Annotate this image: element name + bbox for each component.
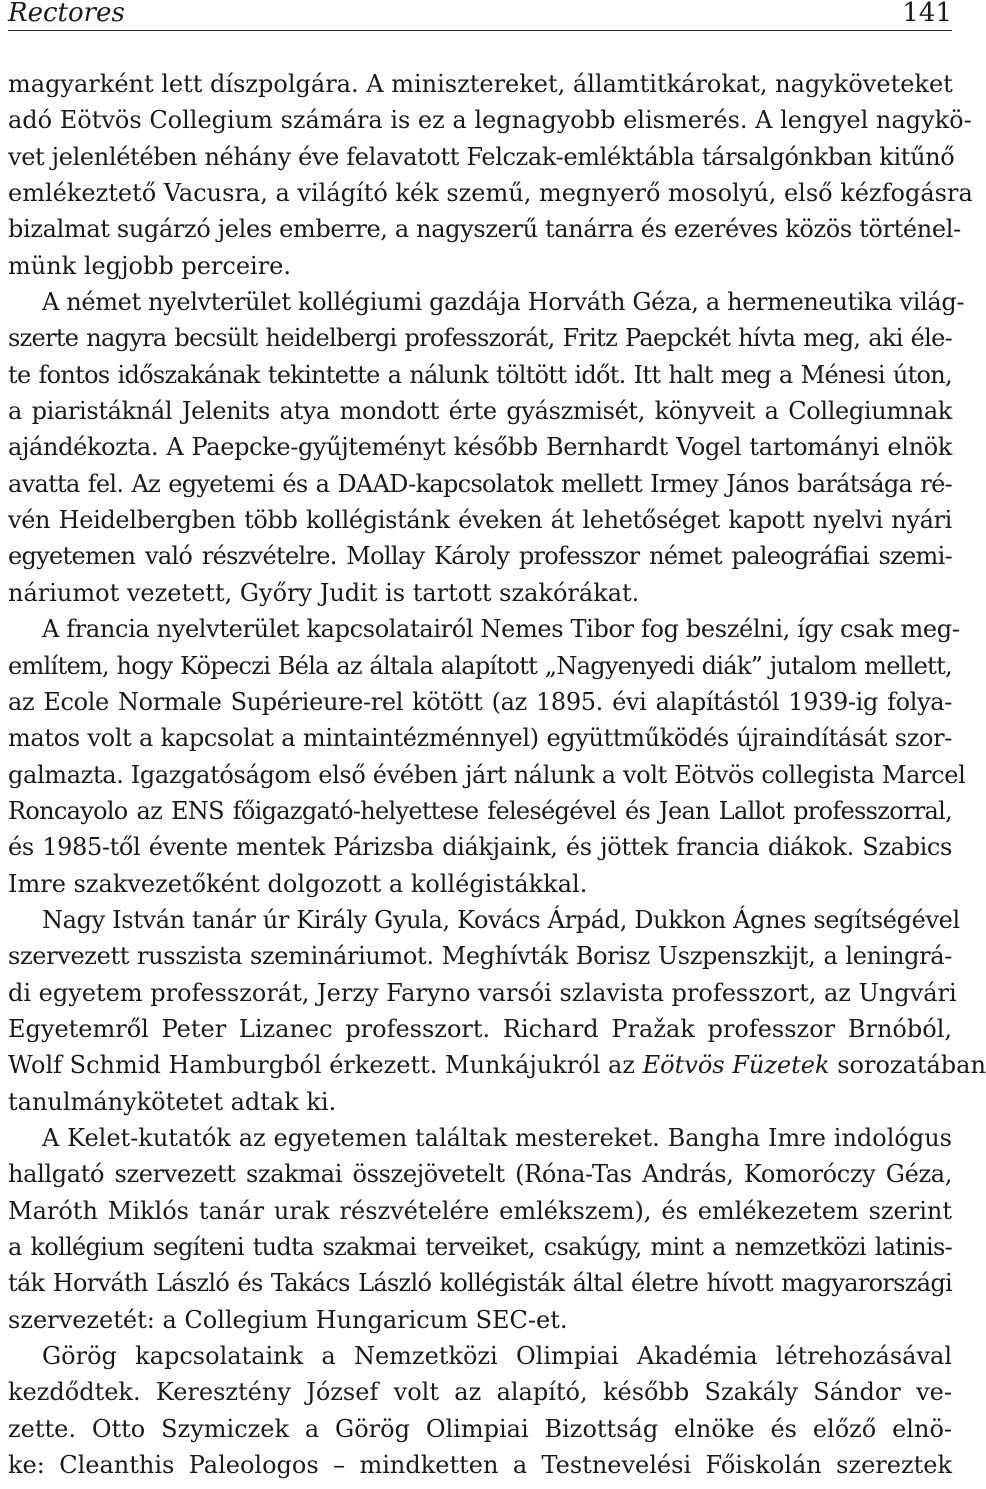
text-line: ták Horváth László és Takács László kollégisták által életre hívott magyarországi xyxy=(8,1269,952,1298)
text-line: A francia nyelvterület kapcsolatairól Nemes Tibor fog beszélni, így csak meg- xyxy=(42,615,960,644)
text-line: ajándékozta. A Paepcke-gyűjteményt később Bernhardt Vogel tartományi elnök xyxy=(8,433,952,462)
text-line: a kollégium segíteni tudta szakmai terveiket, csakúgy, mint a nemzetközi latinis- xyxy=(8,1233,952,1261)
text-line: szervezett russzista szemináriumot. Meghívták Borisz Uszpenszkijt, a leningrá- xyxy=(8,942,952,971)
text-line: A német nyelvterület kollégiumi gazdája Horváth Géza, a hermeneutika világ- xyxy=(42,288,965,317)
text-line xyxy=(8,1047,986,1083)
text-line: Egyetemről Peter Lizanec professzort. Richard Pražak professzor Brnóból, xyxy=(8,1014,952,1043)
text-line: említem, hogy Köpeczi Béla az általa alapított „Nagyenyedi diák” jutalom mellett, xyxy=(8,651,952,680)
text-line: a piaristáknál Jelenits atya mondott érte gyászmisét, könyveit a Collegiumnak xyxy=(8,397,952,426)
text-line: vén Heidelbergben több kollégistánk éveken át lehetőséget kapott nyelvi nyári xyxy=(8,506,952,535)
text-line: Imre szakvezetőként dolgozott a kollégistákkal. xyxy=(8,869,588,898)
text-line: bizalmat sugárzó jeles emberre, a nagyszerű tanárra és ezeréves közös történel- xyxy=(8,215,961,244)
text-line: te fontos időszakának tekintette a nálunk töltött időt. Itt halt meg a Ménesi úton, xyxy=(8,360,952,389)
body-text xyxy=(8,66,986,1483)
page-number: 141 xyxy=(902,0,952,28)
text-line: egyetemen való részvételre. Mollay Károly professzor német paleográfiai szemi- xyxy=(8,542,952,571)
text-line: tanulmánykötetet adtak ki. xyxy=(8,1087,337,1116)
text-line: Roncayolo az ENS főigazgató-helyettese feleségével és Jean Lallot professzorral, xyxy=(8,796,952,825)
text-line: az Ecole Normale Supérieure-rel kötött (az 1895. évi alapítástól 1939-ig folya- xyxy=(8,687,952,716)
text-line: avatta fel. Az egyetemi és a DAAD-kapcsolatok mellett Irmey János barátsága ré- xyxy=(8,469,952,498)
text-line: Maróth Miklós tanár urak részvételére emlékszem), és emlékezetem szerint xyxy=(8,1196,952,1225)
text-line: münk legjobb perceire. xyxy=(8,251,291,280)
text-line: hallgató szervezett szakmai összejövetelt (Róna-Tas András, Komoróczy Géza, xyxy=(8,1160,952,1189)
text-line: náriumot vezetett, Győry Judit is tartott szakórákat. xyxy=(8,578,640,607)
text-line: matos volt a kapcsolat a mintaintézménnyel) együttműködés újraindítását szor- xyxy=(8,724,952,753)
text-line: kezdődtek. Keresztény József volt az alapító, később Szakály Sándor ve- xyxy=(8,1378,952,1407)
running-header xyxy=(8,0,952,31)
text-line: adó Eötvös Collegium számára is ez a legnagyobb elismerés. A lengyel nagykö- xyxy=(8,106,972,135)
text-line: Nagy István tanár úr Király Gyula, Kovács Árpád, Dukkon Ágnes segítségével xyxy=(42,905,960,934)
text-line: galmazta. Igazgatóságom első évében járt nálunk a volt Eötvös collegista Marcel xyxy=(8,760,966,789)
series-title: Eötvös Füzetek xyxy=(642,1051,830,1080)
text-line: vet jelenlétében néhány éve felavatott Felczak-emléktábla társalgónkban kitűnő xyxy=(8,142,955,171)
text-line: emlékeztető Vacusra, a világító kék szemű, megnyerő mosolyú, első kézfogásra xyxy=(8,179,973,208)
text-line: szervezetét: a Collegium Hungaricum SEC-et. xyxy=(8,1305,568,1334)
text-line: A Kelet-kutatók az egyetemen találtak mestereket. Bangha Imre indológus xyxy=(42,1123,952,1152)
text-line: szerte nagyra becsült heidelbergi professzorát, Fritz Paepckét hívta meg, aki éle- xyxy=(8,324,952,353)
text-run: Wolf Schmid Hamburgból érkezett. Munkájukról az xyxy=(8,1051,635,1080)
text-line: zette. Otto Szymiczek a Görög Olimpiai Bizottság elnöke és előző elnö- xyxy=(8,1414,952,1443)
running-title: Rectores xyxy=(8,0,125,28)
text-line: és 1985-től évente mentek Párizsba diákjaink, és jöttek francia diákok. Szabics xyxy=(8,833,952,862)
text-line: ke: Cleanthis Paleologos – mindketten a Testnevelési Főiskolán szereztek xyxy=(8,1451,952,1480)
text-line: Görög kapcsolataink a Nemzetközi Olimpiai Akadémia létrehozásával xyxy=(42,1342,952,1371)
text-run: sorozatában xyxy=(837,1051,986,1080)
text-line: magyarként lett díszpolgára. A minisztereket, államtitkárokat, nagyköveteket xyxy=(8,70,953,98)
text-line: di egyetem professzorát, Jerzy Faryno varsói szlavista professzort, az Ungvári xyxy=(8,978,957,1007)
